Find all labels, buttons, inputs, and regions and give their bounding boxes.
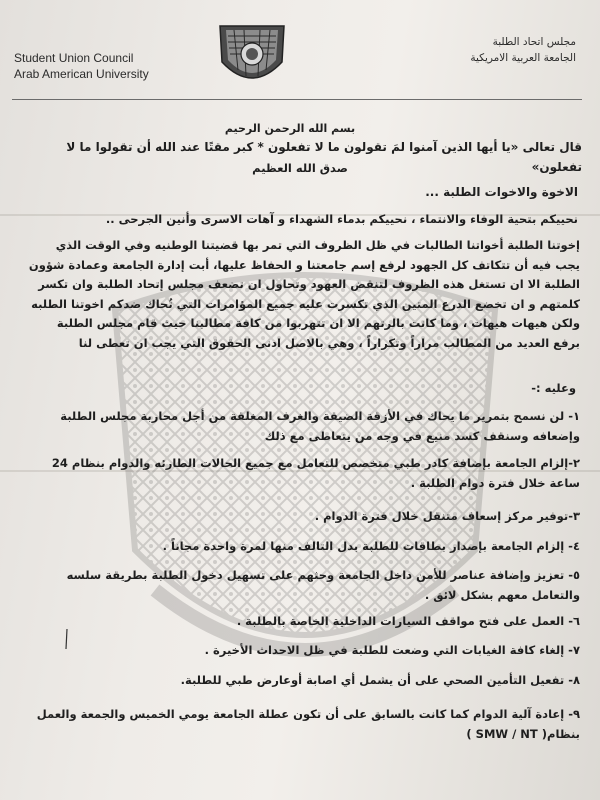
therefore-heading: وعليه :-	[531, 381, 576, 395]
header-en-university: Arab American University	[14, 67, 149, 81]
header-en-council: Student Union Council	[14, 51, 134, 65]
demand-item: ٨- تفعيل التأمين الصحي على أن يشمل أي اصابة أوعارض طبي للطلبة.	[180, 673, 580, 687]
demand-item: ١- لن نسمح بتمرير ما يحاك في الأزقة الضيقة والغرف المغلقة من أجل محاربة مجلس الطلبة وإضعافه وسنقف كسد منيع في وجه من يتعاطى مع ذلك	[60, 409, 580, 443]
demand-item: ٤- إلزام الجامعة بإصدار بطاقات للطلبة بدل التالف منها لمرة واحدة مجاناً .	[162, 539, 580, 553]
demand-item: ٩- إعادة آلية الدوام كما كانت بالسابق على أن تكون عطلة الجامعة يومي الخميس والجمعة والعمل بنظام( SMW / NT )	[36, 707, 580, 741]
demand-item: ٣-توفير مركز إسعاف متنقل خلال فترة الدوام .	[314, 509, 580, 523]
header-divider	[12, 99, 582, 100]
header-arabic	[470, 34, 576, 66]
demand-item: ٢-إلزام الجامعة بإضافة كادر طبي متخصص للتعامل مع جميع الحالات الطارئه والدوام بنظام 24 ساعة خلال فترة دوام الطلبة .	[51, 456, 580, 490]
union-logo-emblem	[214, 18, 290, 94]
header-english	[14, 50, 149, 82]
basmala: بسم الله الرحمن الرحيم	[224, 122, 356, 135]
intro-paragraph: نحييكم بتحية الوفاء والانتماء ، نحييكم بدماء الشهداء و آهات الاسرى وأنين الجرحى ..	[105, 212, 578, 226]
demand-item: ٧- إلغاء كافة الغيابات التي وضعت للطلبة في ظل الاحداث الأخيرة .	[204, 643, 580, 657]
demand-item: ٦- العمل على فتح مواقف السيارات الداخلية الخاصة بالطلبة .	[236, 614, 580, 628]
sadaq-line: صدق الله العظيم	[252, 161, 348, 175]
pen-mark	[62, 628, 72, 650]
header-ar-university: الجامعة العربية الامريكية	[470, 52, 576, 64]
header-ar-council: مجلس اتحاد الطلبة	[492, 36, 576, 48]
body-paragraph: إخوتنا الطلبة أخواتنا الطالبات في ظل الظروف التي تمر بها قضيتنا الوطنيه وفي الوقت الذي يجب فيه أن تتكاتف كل الجهود لرفع إسم جامعتنا و الحفاظ عليها، أبت إدارة الجامعة وعمادة شؤون الطلبة الا ان تستغل هذه الظروف لتنقض العهود وتحاول ان تضعف مجلس إتحاد الطلبة وان تكسر كلمتهم و ان تخضع الدرع المتين الذي تكسرت عليه جميع المؤامرات التي تُحاك ضدكم اخوتنا الطلبه ولكن هيهات هيهات ، وما كانت بالرتهم الا ان تتهربوا من كافة مطالبنا حيث قام مجلس الطلبة برفع العديد من المطالب مراراً وتكراراً ، وهي بالاصل ادنى الحقوق التي يجب ان تعطى لنا	[28, 238, 580, 350]
demand-item: ٥- تعزيز وإضافة عناصر للأمن داخل الجامعة وحثهم على تسهيل دخول الطلبة بطريقة سلسه والتعامل معهم بشكل لائق .	[66, 568, 580, 602]
greeting: الاخوة والاخوات الطلبة ...	[425, 185, 578, 199]
quran-verse: قال تعالى «يا أيها الذين آمنوا لمَ تقولون ما لا تفعلون * كبر مقتًا عند الله أن تقولوا ما لا تفعلون»	[66, 140, 582, 174]
